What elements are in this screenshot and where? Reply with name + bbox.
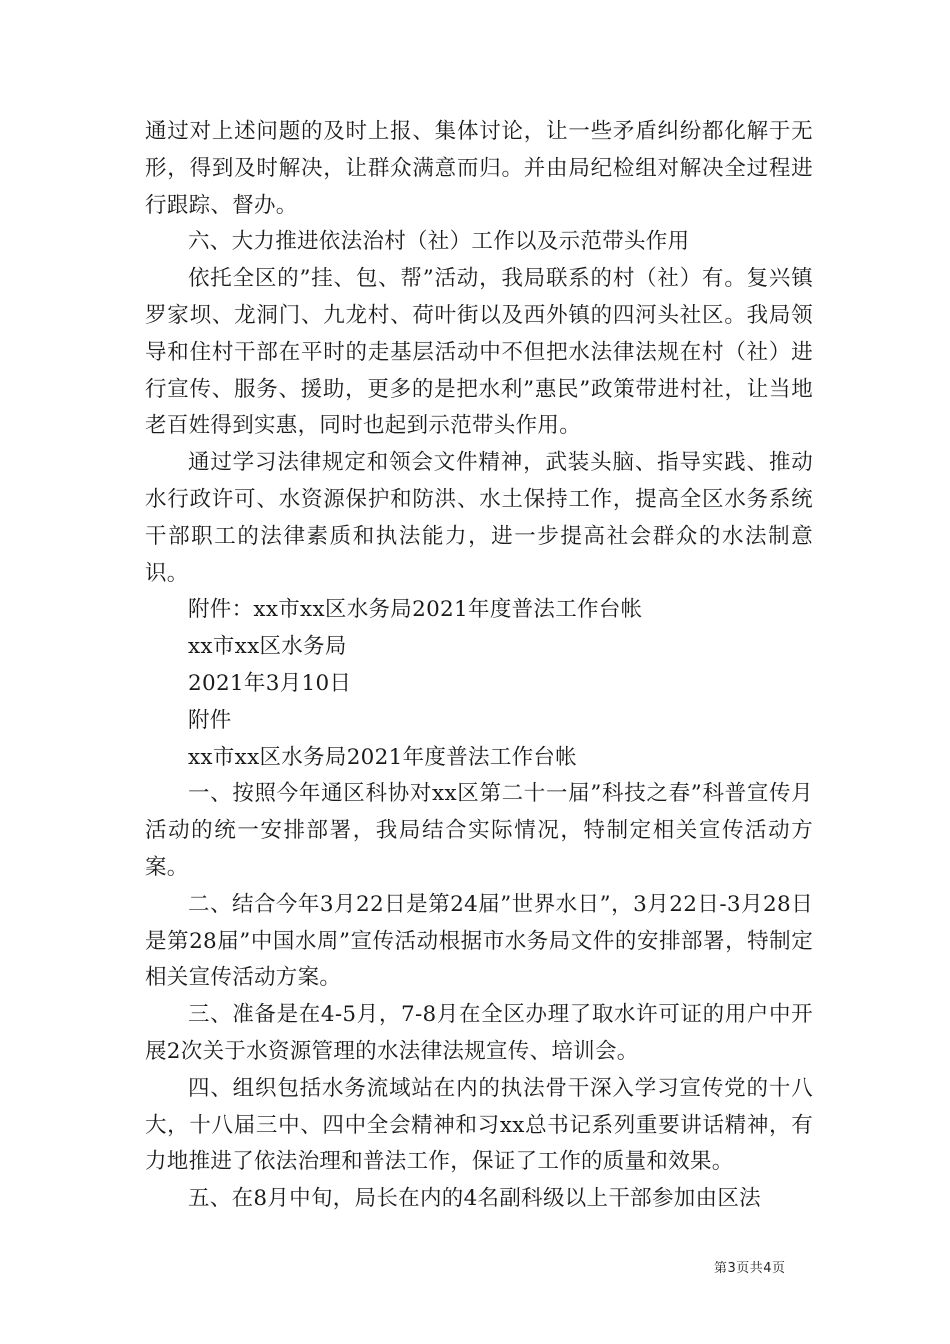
attachment-label: 附件: [188, 707, 232, 733]
list-item: 二、结合今年3月22日是第24届”世界水日”，3月22日-3月28日是第28届”中国水周”宣传活动根据市水务局文件的安排部署，特制定相关宣传活动方案。: [145, 891, 813, 991]
paragraph: 通过学习法律规定和领会文件精神，武装头脑、指导实践、推动水行政许可、水资源保护和防洪、水土保持工作，提高全区水务系统干部职工的法律素质和执法能力，进一步提高社会群众的水法制意识。: [145, 450, 813, 586]
page-number: 第3页共4页: [714, 1261, 786, 1276]
signature-organization: xx市xx区水务局: [188, 634, 347, 660]
signature-date: 2021年3月10日: [188, 670, 352, 696]
section-heading-six: 六、大力推进依法治村（社）工作以及示范带头作用: [188, 229, 690, 255]
document-body: [145, 114, 813, 1218]
list-item: 五、在8月中旬，局长在内的4名副科级以上干部参加由区法: [188, 1186, 761, 1212]
attachment-line: 附件：xx市xx区水务局2021年度普法工作台帐: [188, 597, 643, 623]
list-item: 四、组织包括水务流域站在内的执法骨干深入学习宣传党的十八大，十八届三中、四中全会精神和习xx总书记系列重要讲话精神，有力地推进了依法治理和普法工作，保证了工作的质量和效果。: [145, 1075, 813, 1175]
attachment-title: xx市xx区水务局2021年度普法工作台帐: [188, 744, 578, 770]
paragraph-continuation: 通过对上述问题的及时上报、集体讨论，让一些矛盾纠纷都化解于无形，得到及时解决，让群众满意而归。并由局纪检组对解决全过程进行跟踪、督办。: [145, 119, 813, 218]
paragraph: 依托全区的”挂、包、帮”活动，我局联系的村（社）有。复兴镇罗家坝、龙洞门、九龙村、荷叶街以及西外镇的四河头社区。我局领导和住村干部在平时的走基层活动中不但把水法律法规在村（社）进行宣传、服务、援助，更多的是把水利”惠民”政策带进村社，让当地老百姓得到实惠，同时也起到示范带头作用。: [145, 266, 813, 439]
list-item: 三、准备是在4-5月，7-8月在全区办理了取水许可证的用户中开展2次关于水资源管理的水法律法规宣传、培训会。: [145, 1002, 813, 1064]
list-item: 一、按照今年通区科协对xx区第二十一届”科技之春”科普宣传月活动的统一安排部署，我局结合实际情况，特制定相关宣传活动方案。: [145, 781, 813, 880]
